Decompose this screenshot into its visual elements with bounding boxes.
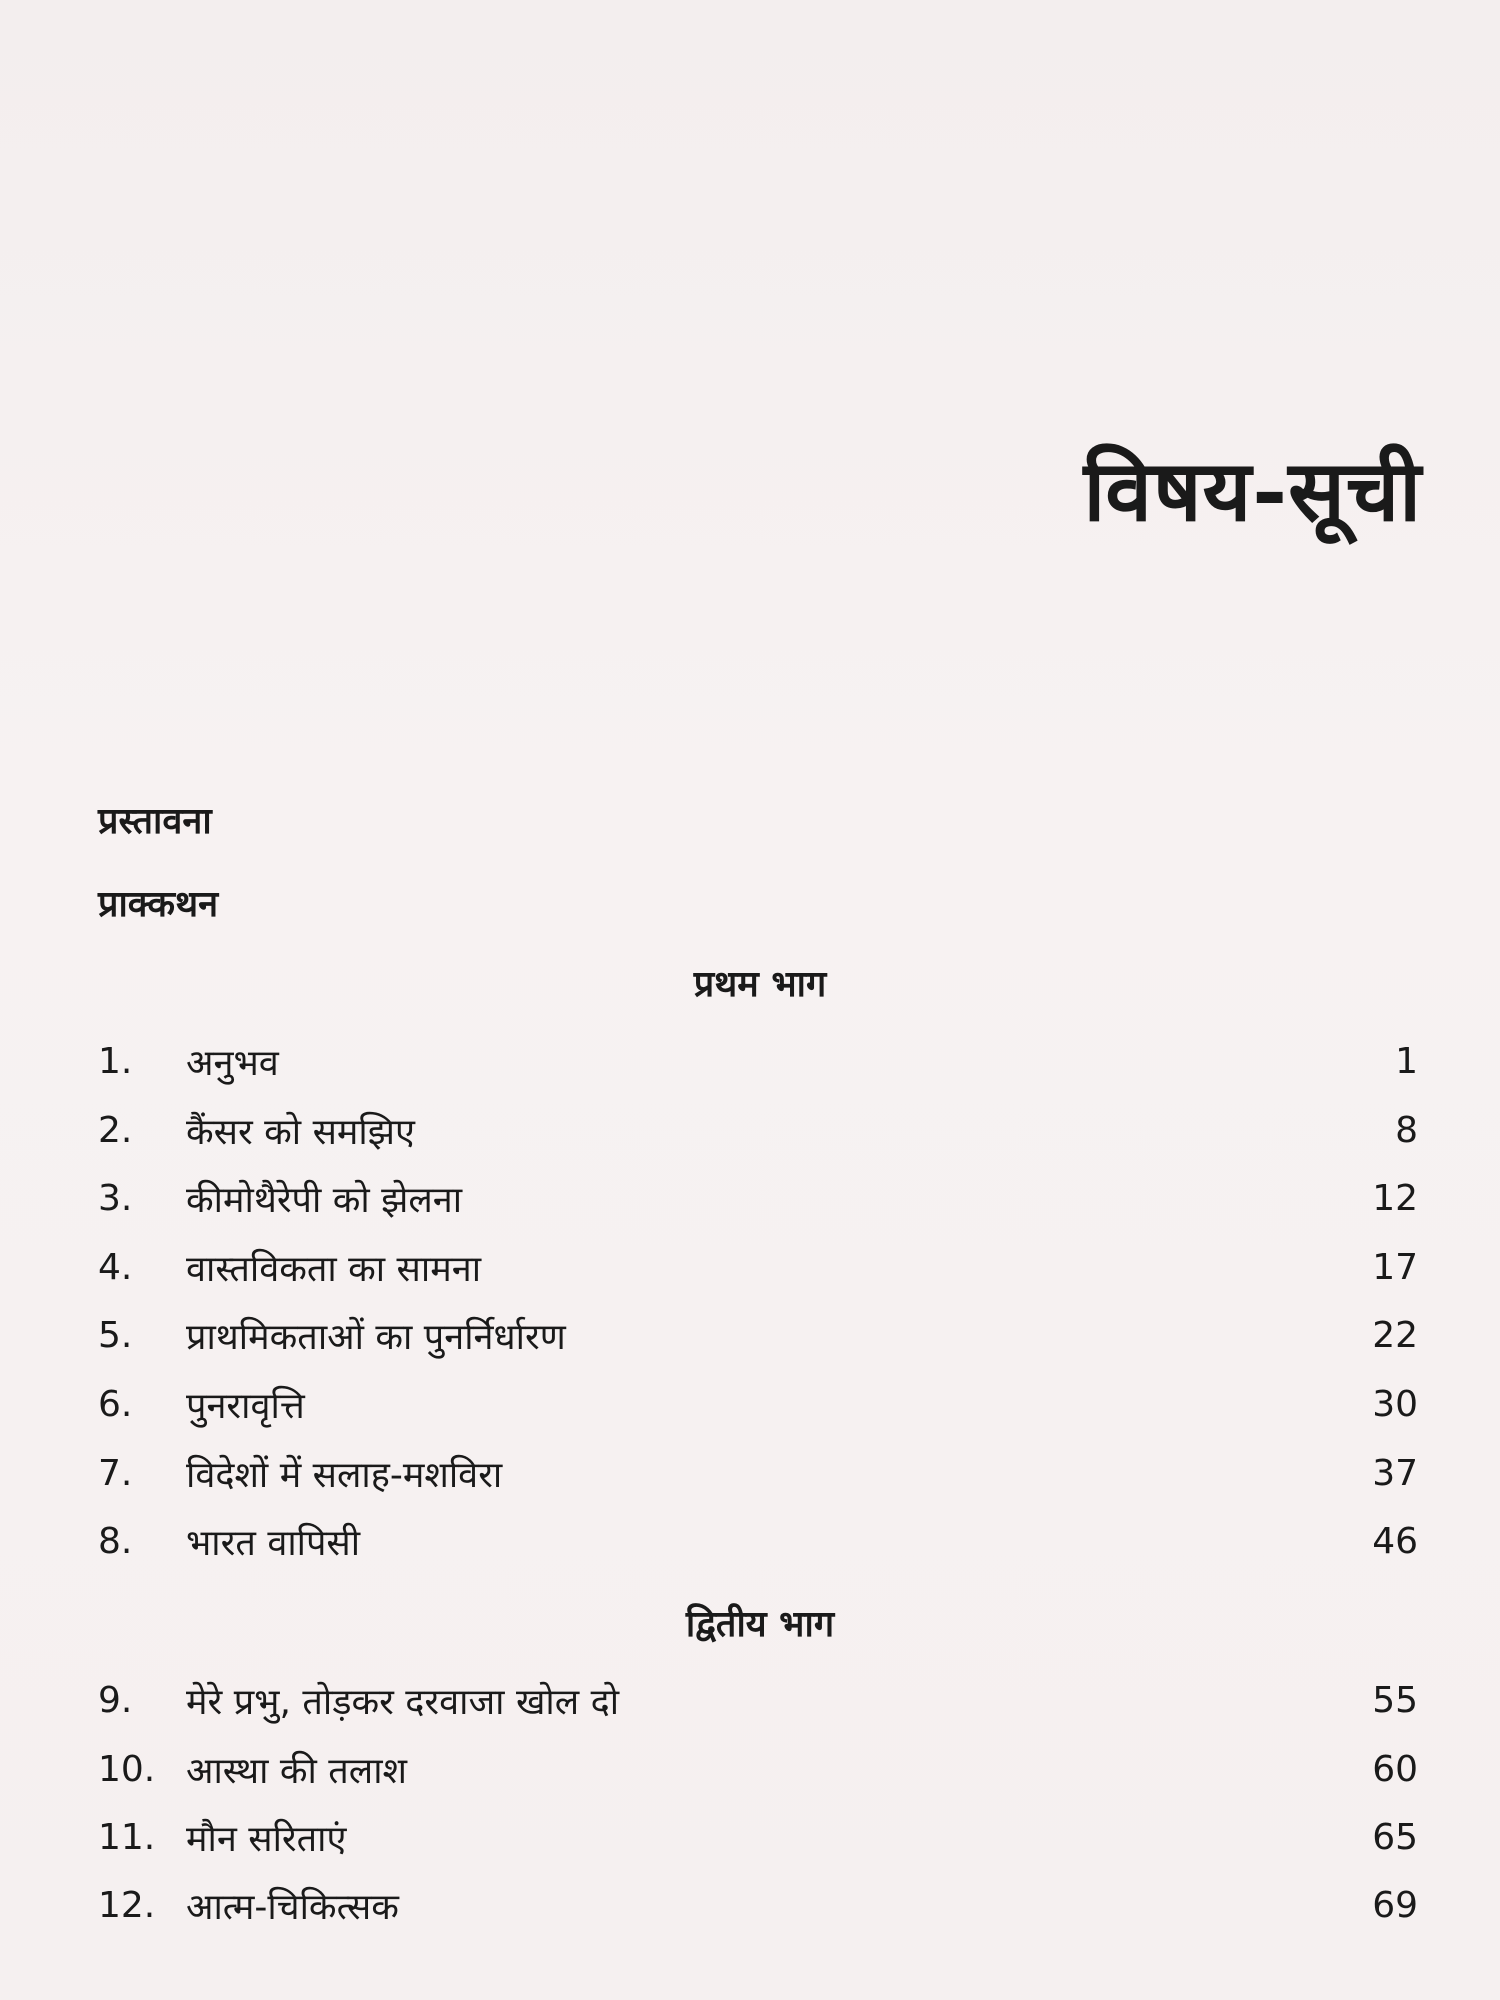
chapter-number: 12.	[98, 1884, 156, 1926]
toc-row	[98, 1172, 1418, 1224]
chapter-number: 7.	[98, 1452, 133, 1494]
chapter-title: आत्म-चिकित्सक	[186, 1886, 399, 1928]
part-heading-2: द्वितीय भाग	[685, 1604, 835, 1645]
chapter-title: प्राथमिकताओं का पुनर्निर्धारण	[186, 1316, 566, 1358]
toc-row	[98, 1879, 1418, 1931]
toc-row	[98, 1035, 1418, 1087]
chapter-title: कीमोथैरेपी को झेलना	[186, 1179, 463, 1221]
chapter-number: 2.	[98, 1109, 133, 1151]
toc-row	[98, 1309, 1418, 1361]
part-heading-1: प्रथम भाग	[693, 964, 827, 1005]
chapter-number: 6.	[98, 1383, 133, 1425]
toc-row	[98, 1378, 1418, 1430]
chapter-page: 55	[1372, 1679, 1418, 1721]
toc-row	[98, 1743, 1418, 1795]
chapter-page: 69	[1372, 1884, 1418, 1926]
chapter-title: विदेशों में सलाह-मशविरा	[186, 1454, 503, 1496]
chapter-title: अनुभव	[186, 1042, 279, 1084]
chapter-number: 3.	[98, 1177, 133, 1219]
preface-entry: प्रस्तावना	[98, 801, 212, 842]
chapter-number: 8.	[98, 1520, 133, 1562]
chapter-title: वास्तविकता का सामना	[186, 1248, 482, 1290]
chapter-page: 30	[1372, 1383, 1418, 1425]
toc-row	[98, 1241, 1418, 1293]
toc-row	[98, 1674, 1418, 1726]
chapter-number: 10.	[98, 1748, 156, 1790]
chapter-number: 9.	[98, 1679, 133, 1721]
chapter-number: 5.	[98, 1314, 133, 1356]
chapter-title: मेरे प्रभु, तोड़कर दरवाजा खोल दो	[186, 1681, 620, 1723]
chapter-page: 8	[1395, 1109, 1418, 1151]
foreword-entry: प्राक्कथन	[98, 884, 219, 925]
chapter-page: 46	[1372, 1520, 1418, 1562]
chapter-title: पुनरावृत्ति	[186, 1385, 305, 1427]
chapter-title: आस्था की तलाश	[186, 1750, 407, 1792]
page-title: विषय-सूची	[1083, 441, 1422, 540]
toc-row	[98, 1447, 1418, 1499]
chapter-page: 17	[1372, 1246, 1418, 1288]
chapter-number: 4.	[98, 1246, 133, 1288]
chapter-page: 37	[1372, 1452, 1418, 1494]
chapter-title: कैंसर को समझिए	[186, 1111, 415, 1153]
chapter-title: मौन सरिताएं	[186, 1818, 347, 1860]
chapter-page: 12	[1372, 1177, 1418, 1219]
toc-row	[98, 1811, 1418, 1863]
chapter-number: 1.	[98, 1040, 133, 1082]
chapter-title: भारत वापिसी	[186, 1522, 361, 1564]
chapter-number: 11.	[98, 1816, 156, 1858]
chapter-page: 65	[1372, 1816, 1418, 1858]
chapter-page: 60	[1372, 1748, 1418, 1790]
toc-row	[98, 1515, 1418, 1567]
chapter-page: 22	[1372, 1314, 1418, 1356]
chapter-page: 1	[1395, 1040, 1418, 1082]
toc-row	[98, 1104, 1418, 1156]
